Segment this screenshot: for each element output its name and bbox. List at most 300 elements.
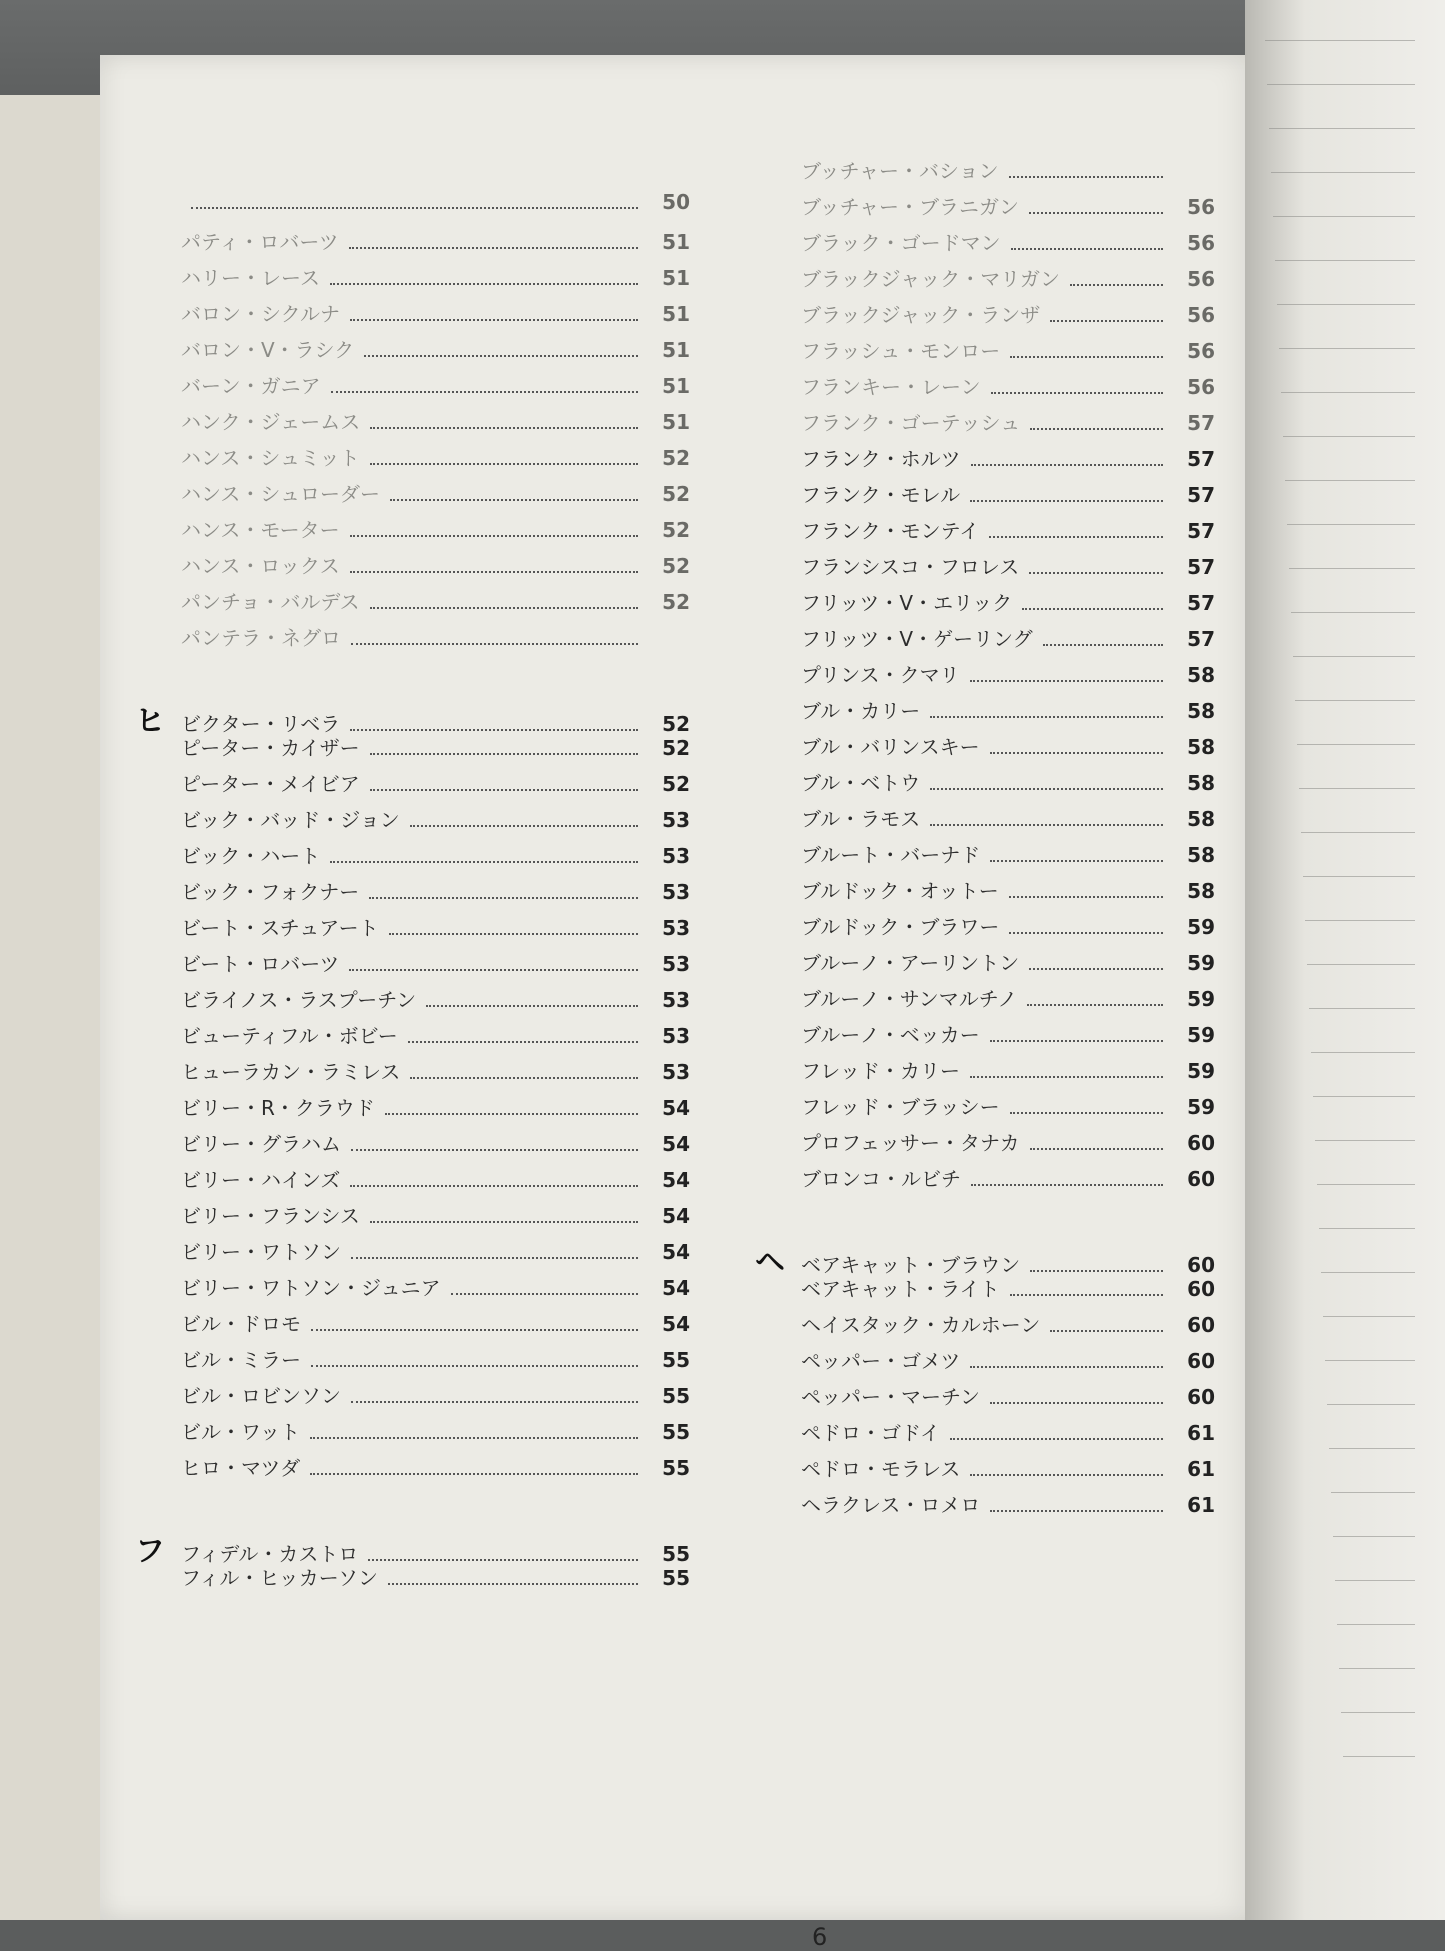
entry-name: フリッツ・V・ゲーリング <box>801 627 1033 651</box>
index-entry <box>135 804 690 840</box>
index-entry <box>135 1236 690 1272</box>
dot-leader <box>991 392 1163 394</box>
entry-page-number: 61 <box>1187 1421 1215 1445</box>
index-entry <box>755 911 1215 947</box>
entry-page-number: 54 <box>662 1168 690 1192</box>
left-index-column <box>135 190 690 1598</box>
dot-leader <box>1009 896 1163 898</box>
dot-leader <box>970 500 1163 502</box>
section-kana: ヘ <box>755 1245 785 1280</box>
dot-leader <box>950 1438 1163 1440</box>
entry-page-number: 53 <box>662 844 690 868</box>
facing-page-line <box>1329 1448 1415 1449</box>
index-entry <box>755 227 1215 263</box>
entry-name: ブロンコ・ルビチ <box>801 1167 961 1191</box>
entry-page-number: 56 <box>1187 195 1215 219</box>
entry-name: バロン・V・ラシク <box>181 338 355 362</box>
entry-page-number: 55 <box>662 1542 690 1566</box>
facing-page-line <box>1341 1712 1415 1713</box>
entry-name: ハンク・ジェームス <box>181 410 361 434</box>
facing-page-line <box>1339 1668 1415 1669</box>
dot-leader <box>990 860 1163 862</box>
index-entry <box>135 622 690 658</box>
dot-leader <box>1030 1270 1163 1272</box>
index-entry <box>135 768 690 804</box>
entry-name: ヘラクレス・ロメロ <box>801 1493 981 1517</box>
entry-page-number: 54 <box>662 1096 690 1120</box>
entry-page-number: 51 <box>662 230 690 254</box>
entry-name: ベアキャット・ブラウン <box>801 1253 1021 1277</box>
dot-leader <box>1029 212 1163 214</box>
entry-name: プリンス・クマリ <box>801 663 960 687</box>
dot-leader <box>330 861 638 863</box>
index-entry <box>135 1452 690 1488</box>
entry-name: ハリー・レース <box>181 266 320 290</box>
index-entry <box>755 263 1215 299</box>
index-entry <box>755 947 1215 983</box>
index-entry <box>135 1308 690 1344</box>
entry-name: フィデル・カストロ <box>181 1542 359 1566</box>
facing-page-line <box>1323 1316 1415 1317</box>
entry-page-number: 58 <box>1187 735 1215 759</box>
dot-leader <box>930 788 1163 790</box>
index-entry <box>755 983 1215 1019</box>
facing-page-line <box>1293 656 1415 657</box>
facing-page-line <box>1311 1052 1415 1053</box>
entry-name: ビル・ドロモ <box>181 1312 301 1336</box>
facing-page-line <box>1325 1360 1415 1361</box>
dot-leader <box>191 207 638 209</box>
dot-leader <box>351 1149 638 1151</box>
entry-page-number: 59 <box>1187 951 1215 975</box>
dot-leader <box>351 643 638 645</box>
index-entry <box>755 155 1215 191</box>
index-entry <box>755 767 1215 803</box>
entry-page-number: 60 <box>1187 1167 1215 1191</box>
dot-leader <box>410 1077 638 1079</box>
facing-page-line <box>1309 1008 1415 1009</box>
entry-page-number: 52 <box>662 482 690 506</box>
entry-name: ビック・バッド・ジョン <box>181 808 400 832</box>
facing-page-line <box>1331 1492 1415 1493</box>
dot-leader <box>330 283 638 285</box>
entry-page-number: 51 <box>662 374 690 398</box>
entry-page-number: 60 <box>1187 1253 1215 1277</box>
entry-page-number: 51 <box>662 410 690 434</box>
entry-name: ビリー・ワトソン <box>181 1240 341 1264</box>
dot-leader <box>1022 608 1163 610</box>
dot-leader <box>370 607 638 609</box>
facing-page-line <box>1287 524 1415 525</box>
dot-leader <box>1027 1004 1163 1006</box>
dot-leader <box>1043 644 1163 646</box>
entry-name: フランク・モンテイ <box>801 519 980 543</box>
entry-page-number: 52 <box>662 772 690 796</box>
index-entry <box>755 587 1215 623</box>
dot-leader <box>990 1402 1163 1404</box>
dot-leader <box>970 680 1163 682</box>
entry-name: ビリー・フランシス <box>181 1204 360 1228</box>
entry-name: ブルドック・ブラワー <box>801 915 1000 939</box>
entry-name: バーン・ガニア <box>181 374 321 398</box>
dot-leader <box>1029 572 1163 574</box>
entry-name: ビート・スチュアート <box>181 916 379 940</box>
entry-name: ブルーノ・ベッカー <box>801 1023 980 1047</box>
facing-page-line <box>1267 84 1415 85</box>
facing-page-line <box>1307 964 1415 965</box>
entry-name: ペッパー・ゴメツ <box>801 1349 961 1373</box>
entry-page-number: 51 <box>662 338 690 362</box>
facing-page-line <box>1271 172 1415 173</box>
dot-leader <box>370 1221 638 1223</box>
index-entry <box>135 298 690 334</box>
entry-page-number: 58 <box>1187 807 1215 831</box>
entry-name: ブルート・バーナド <box>801 843 981 867</box>
entry-name: ブル・バリンスキー <box>801 735 980 759</box>
index-entry <box>135 1380 690 1416</box>
entry-page-number: 52 <box>662 446 690 470</box>
entry-name: ブルドック・オットー <box>801 879 999 903</box>
dot-leader <box>350 729 638 731</box>
index-entry <box>755 1381 1215 1417</box>
entry-page-number: 57 <box>1187 627 1215 651</box>
entry-page-number: 57 <box>1187 591 1215 615</box>
entry-name: ビート・ロバーツ <box>181 952 340 976</box>
index-entry <box>755 299 1215 335</box>
facing-page-line <box>1303 876 1415 877</box>
index-entry <box>135 514 690 550</box>
entry-page-number: 59 <box>1187 987 1215 1011</box>
entry-page-number: 52 <box>662 712 690 736</box>
entry-page-number: 58 <box>1187 771 1215 795</box>
index-entry <box>135 586 690 622</box>
entry-page-number: 59 <box>1187 1059 1215 1083</box>
section-kana: ヒ <box>135 704 165 739</box>
entry-name: ハンス・モーター <box>181 518 340 542</box>
section-gap <box>135 1488 690 1526</box>
index-entry <box>755 1489 1215 1525</box>
entry-page-number: 54 <box>662 1276 690 1300</box>
dot-leader <box>971 464 1163 466</box>
dot-leader <box>1009 932 1163 934</box>
entry-name: パンテラ・ネグロ <box>181 626 341 650</box>
facing-page-line <box>1269 128 1415 129</box>
entry-name: ピーター・メイビア <box>181 772 360 796</box>
entry-name: ビル・ロビンソン <box>181 1384 341 1408</box>
entry-page-number: 53 <box>662 1060 690 1084</box>
dot-leader <box>370 463 638 465</box>
index-entry <box>755 515 1215 551</box>
dot-leader <box>1009 176 1163 178</box>
entry-name: ビック・ハート <box>181 844 321 868</box>
entry-name: ヒューラカン・ラミレス <box>181 1060 401 1084</box>
index-entry <box>135 1416 690 1452</box>
entry-name: ビライノス・ラスプーチン <box>181 988 417 1012</box>
dot-leader <box>349 969 638 971</box>
facing-page-line <box>1299 788 1415 789</box>
facing-page-line <box>1337 1624 1415 1625</box>
entry-page-number: 55 <box>662 1384 690 1408</box>
entry-page-number: 57 <box>1187 555 1215 579</box>
dot-leader <box>351 1257 638 1259</box>
index-entry <box>755 371 1215 407</box>
index-entry <box>755 1163 1215 1199</box>
index-entry <box>755 335 1215 371</box>
index-entry <box>135 912 690 948</box>
dot-leader <box>970 1076 1163 1078</box>
entry-name: ビリー・R・クラウド <box>181 1096 375 1120</box>
facing-page-line <box>1321 1272 1415 1273</box>
facing-page-line <box>1327 1404 1415 1405</box>
dot-leader <box>990 1510 1163 1512</box>
entry-page-number: 53 <box>662 808 690 832</box>
dot-leader <box>331 391 638 393</box>
facing-page-line <box>1275 260 1415 261</box>
entry-name: プロフェッサー・タナカ <box>801 1131 1020 1155</box>
index-entry <box>755 1237 1215 1280</box>
dot-leader <box>451 1293 638 1295</box>
dot-leader <box>364 355 638 357</box>
dot-leader <box>368 1559 638 1561</box>
facing-page-line <box>1313 1096 1415 1097</box>
entry-name: ブラックジャック・ランザ <box>801 303 1041 327</box>
entry-page-number: 53 <box>662 988 690 1012</box>
entry-page-number: 55 <box>662 1348 690 1372</box>
index-entry <box>135 442 690 478</box>
index-entry <box>755 191 1215 227</box>
facing-page-line <box>1273 216 1415 217</box>
dot-leader <box>311 1365 638 1367</box>
index-entry <box>755 1091 1215 1127</box>
index-entry <box>755 839 1215 875</box>
index-entry <box>755 623 1215 659</box>
entry-page-number: 58 <box>1187 879 1215 903</box>
entry-page-number: 60 <box>1187 1313 1215 1337</box>
entry-name: ピーター・カイザー <box>181 736 360 760</box>
dot-leader <box>350 535 638 537</box>
facing-page-line <box>1277 304 1415 305</box>
section-gap <box>135 658 690 696</box>
dot-leader <box>970 1474 1163 1476</box>
facing-page-line <box>1283 436 1415 437</box>
index-entry <box>755 1055 1215 1091</box>
dot-leader <box>388 1583 638 1585</box>
index-entry <box>755 1345 1215 1381</box>
dot-leader <box>408 1041 638 1043</box>
dot-leader <box>990 1040 1163 1042</box>
entry-page-number: 61 <box>1187 1457 1215 1481</box>
dot-leader <box>1010 1112 1163 1114</box>
entry-name: ビューティフル・ボビー <box>181 1024 398 1048</box>
dot-leader <box>1030 428 1163 430</box>
index-entry <box>755 1417 1215 1453</box>
entry-page-number: 54 <box>662 1132 690 1156</box>
entry-page-number: 58 <box>1187 699 1215 723</box>
entry-name: ハンス・シュローダー <box>181 482 380 506</box>
dot-leader <box>930 824 1163 826</box>
entry-name: ビック・フォクナー <box>181 880 360 904</box>
index-entry <box>135 840 690 876</box>
facing-page-line <box>1319 1228 1415 1229</box>
facing-page-line <box>1301 832 1415 833</box>
index-entry <box>135 1272 690 1308</box>
entry-page-number: 57 <box>1187 411 1215 435</box>
dot-leader <box>310 1437 638 1439</box>
entry-name: ベアキャット・ライト <box>801 1277 1000 1301</box>
entry-page-number: 61 <box>1187 1493 1215 1517</box>
dot-leader <box>1070 284 1163 286</box>
facing-page-line <box>1289 568 1415 569</box>
entry-name: バロン・シクルナ <box>181 302 340 326</box>
index-entry <box>755 1019 1215 1055</box>
entry-name: ブル・ラモス <box>801 807 921 831</box>
index-page <box>100 55 1260 1951</box>
dot-leader <box>1010 356 1163 358</box>
entry-name: ブルーノ・サンマルチノ <box>801 987 1018 1011</box>
entry-name: ヒロ・マツダ <box>181 1456 301 1480</box>
index-entry <box>755 443 1215 479</box>
entry-page-number: 58 <box>1187 663 1215 687</box>
index-entry <box>755 1273 1215 1309</box>
entry-name: パティ・ロバーツ <box>181 230 339 254</box>
entry-page-number: 51 <box>662 302 690 326</box>
entry-page-number: 60 <box>1187 1385 1215 1409</box>
index-entry <box>135 478 690 514</box>
dot-leader <box>1050 320 1163 322</box>
index-entry <box>135 1344 690 1380</box>
facing-page-line <box>1279 348 1415 349</box>
entry-page-number: 52 <box>662 554 690 578</box>
dot-leader <box>385 1113 638 1115</box>
dot-leader <box>1050 1330 1163 1332</box>
entry-name: フィル・ヒッカーソン <box>181 1566 378 1590</box>
entry-name: ブッチャー・ブラニガン <box>801 195 1019 219</box>
entry-name: ハンス・ロックス <box>181 554 340 578</box>
index-entry <box>135 732 690 768</box>
entry-page-number: 52 <box>662 736 690 760</box>
entry-page-number: 55 <box>662 1456 690 1480</box>
index-entry <box>135 984 690 1020</box>
facing-page-line <box>1295 700 1415 701</box>
index-entry <box>135 334 690 370</box>
facing-page-line <box>1335 1580 1415 1581</box>
entry-name: ペッパー・マーチン <box>801 1385 980 1409</box>
entry-page-number: 54 <box>662 1204 690 1228</box>
facing-page-line <box>1317 1184 1415 1185</box>
dot-leader <box>426 1005 638 1007</box>
entry-page-number: 56 <box>1187 231 1215 255</box>
dot-leader <box>1030 1148 1163 1150</box>
dot-leader <box>350 319 638 321</box>
entry-page-number: 59 <box>1187 1023 1215 1047</box>
index-entry <box>135 550 690 586</box>
index-entry <box>135 1128 690 1164</box>
entry-name: パンチョ・バルデス <box>181 590 360 614</box>
entry-name: フランキー・レーン <box>801 375 981 399</box>
index-entry <box>755 1453 1215 1489</box>
entry-page-number: 56 <box>1187 339 1215 363</box>
index-entry <box>755 479 1215 515</box>
entry-name: ブッチャー・バション <box>801 159 999 183</box>
entry-name: ヘイスタック・カルホーン <box>801 1313 1041 1337</box>
entry-name: ビル・ワット <box>181 1420 300 1444</box>
dot-leader <box>970 1366 1163 1368</box>
facing-page-edge <box>1245 0 1445 1920</box>
entry-page-number: 60 <box>1187 1277 1215 1301</box>
dot-leader <box>310 1473 638 1475</box>
facing-page-line <box>1285 480 1415 481</box>
entry-page-number: 52 <box>662 590 690 614</box>
entry-page-number: 57 <box>1187 519 1215 543</box>
entry-page-number: 53 <box>662 880 690 904</box>
dot-leader <box>369 897 638 899</box>
index-entry <box>755 1309 1215 1345</box>
index-entry <box>755 695 1215 731</box>
dot-leader <box>930 716 1163 718</box>
facing-page-line <box>1343 1756 1415 1757</box>
page-number: 6 <box>812 1923 828 1951</box>
right-index-column <box>755 155 1215 1525</box>
entry-page-number: 57 <box>1187 447 1215 471</box>
entry-name: フレッド・ブラッシー <box>801 1095 1000 1119</box>
index-entry <box>135 1164 690 1200</box>
entry-name: フラッシュ・モンロー <box>801 339 1001 363</box>
facing-page-line <box>1291 612 1415 613</box>
entry-name: ビリー・ハインズ <box>181 1168 341 1192</box>
entry-name: ペドロ・モラレス <box>801 1457 961 1481</box>
index-entry <box>135 406 690 442</box>
entry-page-number: 54 <box>662 1312 690 1336</box>
index-entry <box>135 876 690 912</box>
dot-leader <box>351 1401 638 1403</box>
index-entry <box>755 551 1215 587</box>
dot-leader <box>1029 968 1163 970</box>
dot-leader <box>410 825 638 827</box>
entry-page-number: 55 <box>662 1566 690 1590</box>
entry-page-number: 60 <box>1187 1131 1215 1155</box>
entry-name: ブル・ベトウ <box>801 771 921 795</box>
dot-leader <box>389 933 638 935</box>
index-entry <box>135 226 690 262</box>
index-entry <box>755 659 1215 695</box>
index-entry <box>135 696 690 739</box>
entry-name: ブラック・ゴードマン <box>801 231 1001 255</box>
facing-page-line <box>1297 744 1415 745</box>
dot-leader <box>350 1185 638 1187</box>
dot-leader <box>989 536 1163 538</box>
entry-name: ビクター・リベラ <box>181 712 341 736</box>
dot-leader <box>390 499 638 501</box>
entry-page-number: 56 <box>1187 375 1215 399</box>
index-entry <box>135 1056 690 1092</box>
dot-leader <box>349 247 638 249</box>
dot-leader <box>370 753 638 755</box>
index-entry <box>135 1092 690 1128</box>
dot-leader <box>1011 248 1163 250</box>
index-entry <box>135 1020 690 1056</box>
entry-name: フランシスコ・フロレス <box>801 555 1020 579</box>
facing-page-line <box>1305 920 1415 921</box>
index-entry <box>755 731 1215 767</box>
entry-page-number: 58 <box>1187 843 1215 867</box>
dot-leader <box>971 1184 1163 1186</box>
entry-page-number: 55 <box>662 1420 690 1444</box>
dot-leader <box>311 1329 638 1331</box>
entry-page-number: 52 <box>662 518 690 542</box>
index-entry <box>755 407 1215 443</box>
dot-leader <box>370 427 638 429</box>
index-entry <box>135 948 690 984</box>
